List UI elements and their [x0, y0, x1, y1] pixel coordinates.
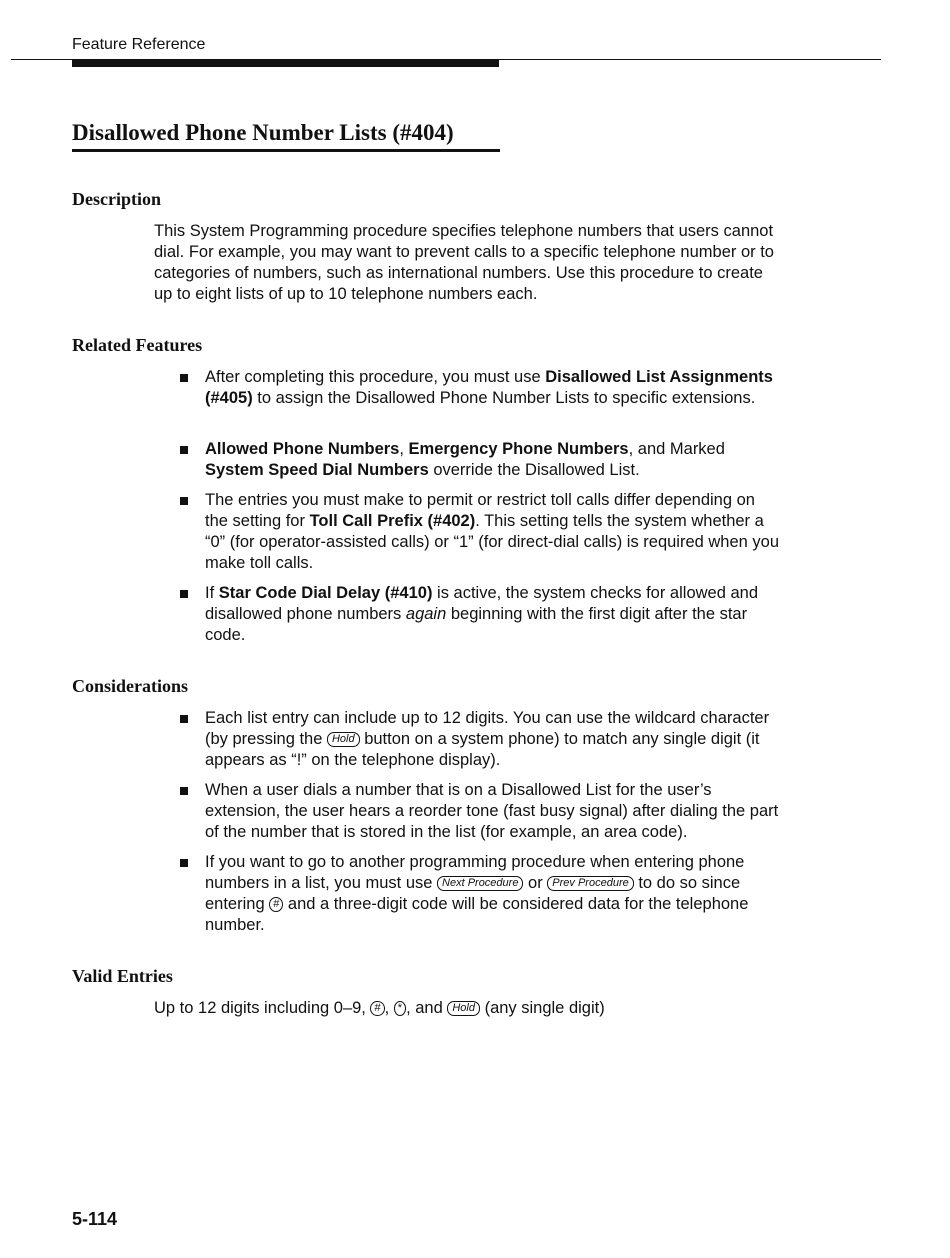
page-number: 5-114 — [72, 1209, 118, 1229]
bullet-icon — [180, 446, 188, 454]
text-run: to assign the Disallowed Phone Number Lists to specific extensions. — [252, 389, 756, 407]
next-procedure-key-icon: Next Procedure — [437, 876, 523, 891]
feature-reference: System Speed Dial Numbers — [205, 461, 429, 479]
pound-key-icon: # — [370, 1001, 384, 1016]
star-key-icon: * — [394, 1001, 406, 1016]
text-run: After completing this procedure, you must use — [205, 368, 546, 386]
feature-reference: Toll Call Prefix (#402) — [309, 512, 476, 530]
bullet-icon — [180, 859, 188, 867]
valid-entries-heading: Valid Entries — [72, 966, 173, 986]
text-run: When a user dials a number that is on a Disallowed List for the user’s extension, the user hears a reorder tone (fast busy signal) after dialing the part of the number that is stored in the list (for example, an area code). — [205, 781, 779, 841]
bullet-icon — [180, 497, 188, 505]
text-run: . This setting tells the system whether a “0” (for operator-assisted calls) or “1” (for direct-dial calls) is required when you make toll calls. — [205, 512, 780, 572]
page-title: Disallowed Phone Number Lists (#404) — [72, 120, 454, 145]
consideration-item — [180, 852, 780, 936]
header-bar — [72, 60, 499, 67]
text-run: button on a system phone) to match any single digit (it appears as “!” on the telephone display). — [205, 730, 760, 769]
text-run: If you want to go to another programming procedure when entering phone numbers in a list, you must use — [205, 853, 745, 892]
considerations-heading: Considerations — [72, 676, 189, 696]
prev-procedure-key-icon: Prev Procedure — [547, 876, 633, 891]
title-rule — [72, 149, 500, 152]
related-feature-item — [180, 367, 780, 409]
related-feature-item — [180, 439, 780, 481]
text-run: , and Marked — [628, 440, 725, 458]
pound-key-icon: # — [269, 897, 283, 912]
bullet-icon — [180, 715, 188, 723]
bullet-icon — [180, 590, 188, 598]
description-heading: Description — [72, 189, 161, 209]
text-run: Each list entry can include up to 12 digits. You can use the wildcard character (by pressing the — [205, 709, 770, 748]
text-run: The entries you must make to permit or restrict toll calls differ depending on the setting for — [205, 491, 755, 530]
consideration-text — [205, 780, 780, 843]
text-run: and a three-digit code will be considered data for the telephone number. — [205, 895, 749, 934]
consideration-item — [180, 708, 780, 771]
related-feature-text — [205, 367, 780, 409]
text-run: is active, the system checks for allowed and disallowed phone numbers — [205, 584, 758, 623]
related-feature-item — [180, 583, 780, 646]
bullet-icon — [180, 787, 188, 795]
feature-reference: Emergency Phone Numbers — [408, 440, 629, 458]
text-run: If — [205, 584, 219, 602]
feature-reference: Allowed Phone Numbers — [205, 440, 400, 458]
emphasis-text: again — [405, 605, 447, 623]
hold-key-icon: Hold — [447, 1001, 480, 1016]
hold-key-icon: Hold — [327, 732, 360, 747]
text-run: Up to 12 digits including 0–9, — [154, 999, 371, 1017]
related-feature-text — [205, 490, 780, 574]
text-run: (any single digit) — [479, 999, 605, 1017]
text-run: , — [384, 999, 394, 1017]
related-feature-text — [205, 439, 780, 481]
feature-reference: Star Code Dial Delay (#410) — [218, 584, 433, 602]
text-run: to do so since entering — [205, 874, 741, 913]
description-text: This System Programming procedure specifies telephone numbers that users cannot dial. For example, you may want to prevent calls to a specific telephone number or to categories of numbers, such as international numbers. Use this procedure to create up to eight lists of up to 10 telephone numbers each. — [154, 222, 774, 303]
consideration-item — [180, 780, 780, 843]
text-run: override the Disallowed List. — [428, 461, 640, 479]
running-header: Feature Reference — [72, 36, 206, 53]
valid-entries-text — [154, 998, 774, 1019]
text-run: , and — [406, 999, 448, 1017]
consideration-text — [205, 852, 780, 936]
related-feature-text — [205, 583, 780, 646]
text-run: , — [399, 440, 409, 458]
related-features-heading: Related Features — [72, 335, 203, 355]
bullet-icon — [180, 374, 188, 382]
feature-reference: Disallowed List Assignments (#405) — [205, 368, 773, 407]
text-run: or — [523, 874, 548, 892]
consideration-text — [205, 708, 780, 771]
text-run: beginning with the first digit after the star code. — [205, 605, 748, 644]
related-feature-item — [180, 490, 780, 574]
